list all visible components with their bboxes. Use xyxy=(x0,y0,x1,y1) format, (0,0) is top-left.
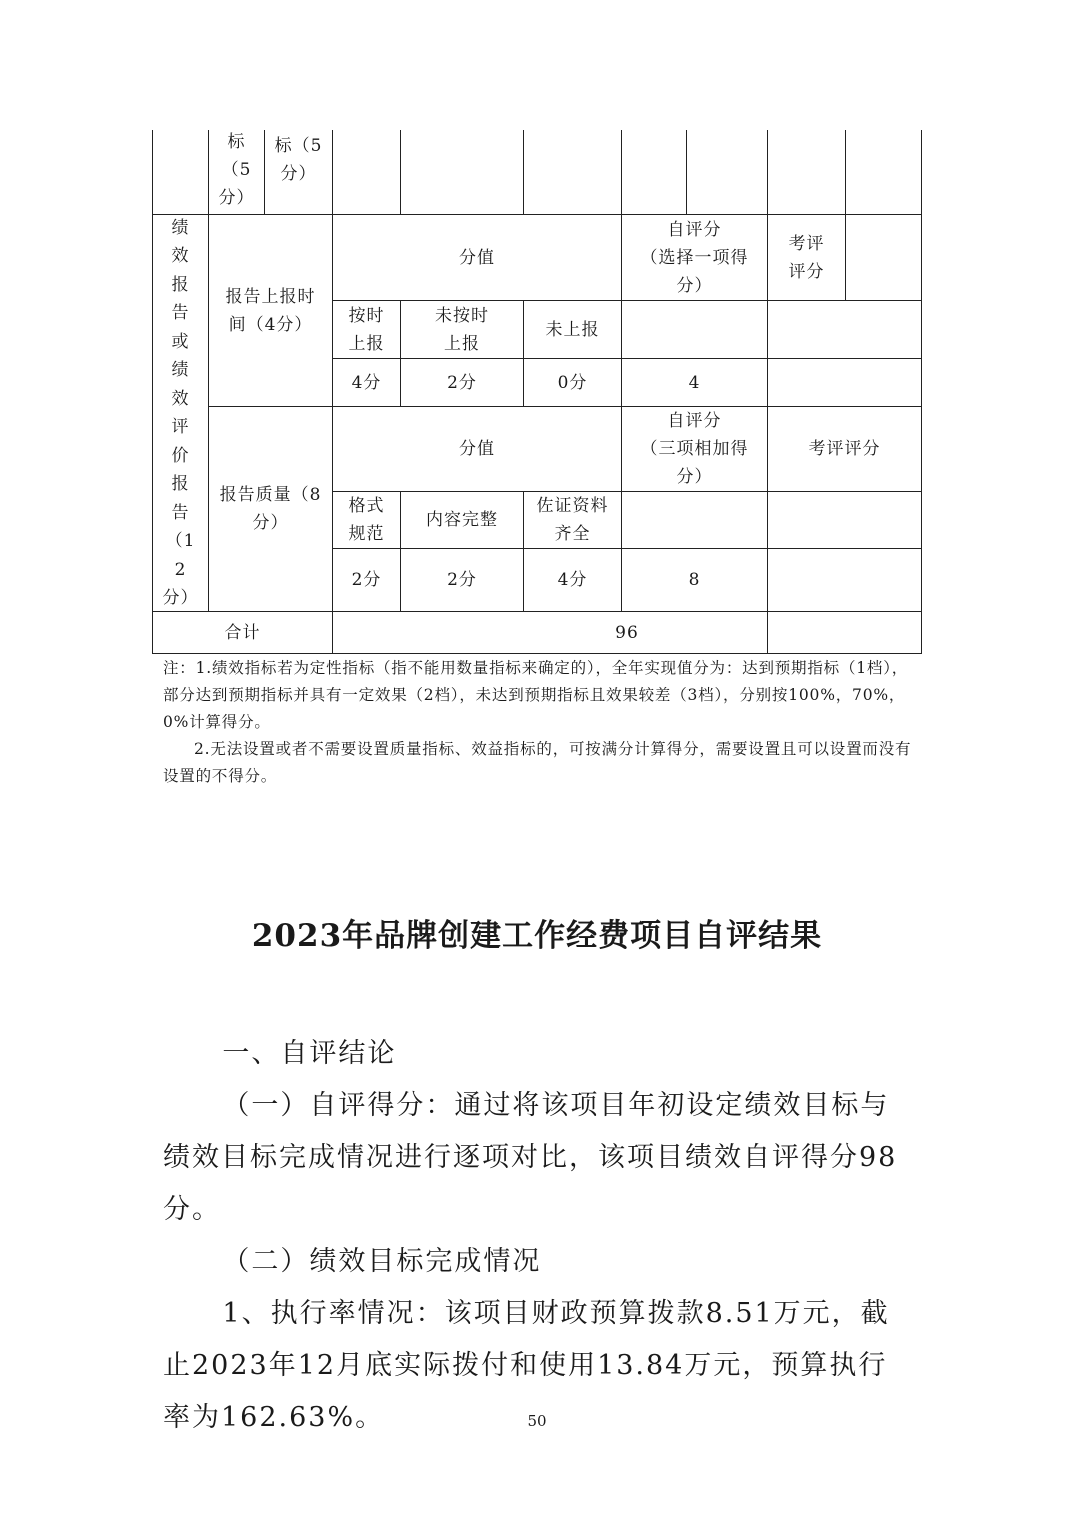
page-number: 50 xyxy=(527,1412,547,1430)
timeliness-label: 报告上报时 间（4分） xyxy=(225,286,316,335)
paragraph-heading: （二）绩效目标完成情况 xyxy=(222,1246,542,1277)
section-title: 2023年品牌创建工作经费项目自评结果 xyxy=(251,918,823,954)
quality-points: 2分 xyxy=(351,570,382,590)
quality-points: 2分 xyxy=(447,570,477,590)
table-rule xyxy=(400,130,401,214)
note-2: 2.无法设置或者不需要设置质量指标、效益指标的，可按满分计算得分，需要设置且可以设置而没有设置的不得分。 xyxy=(163,740,912,785)
quality-review-header: 考评评分 xyxy=(808,439,881,459)
timeliness-option: 未按时 上报 xyxy=(435,305,489,354)
timeliness-points: 2分 xyxy=(447,372,477,393)
timeliness-option: 未上报 xyxy=(545,319,600,340)
table-rule xyxy=(845,130,846,300)
table-rule xyxy=(686,130,687,214)
criterion-cell: 标（5 分） xyxy=(274,136,323,184)
timeliness-value-header: 分值 xyxy=(459,247,495,268)
quality-self-score: 8 xyxy=(688,570,701,590)
score-table xyxy=(152,130,922,654)
body-text xyxy=(163,1028,915,1444)
table-rule xyxy=(767,130,768,654)
total-label: 合计 xyxy=(224,622,261,643)
paragraph-heading: 一、自评结论 xyxy=(222,1038,397,1069)
paragraph: （一）自评得分：通过将该项目年初设定绩效目标与绩效目标完成情况进行逐项对比，该项目绩效自评得分98分。 xyxy=(163,1090,898,1225)
quality-option: 格式 规范 xyxy=(348,496,385,544)
quality-self-score-header: 自评分 （三项相加得 分） xyxy=(640,411,749,487)
timeliness-points: 0分 xyxy=(557,372,588,393)
quality-option: 佐证资料 齐全 xyxy=(536,496,609,544)
timeliness-self-score-header: 自评分 （选择一项得 分） xyxy=(640,219,749,296)
timeliness-points: 4分 xyxy=(351,372,382,393)
quality-value-header: 分值 xyxy=(459,439,495,459)
note-1: 注：1.绩效指标若为定性指标（指不能用数量指标来确定的），全年实现值分为：达到预期指标（1档），部分达到预期指标并具有一定效果（2档），未达到预期指标且效果较差（3档），分别按100%，70%，0%计算得分。 xyxy=(163,659,909,731)
quality-points: 4分 xyxy=(557,570,588,590)
table-rule xyxy=(921,130,922,654)
timeliness-review-header: 考评 评分 xyxy=(788,233,825,282)
quality-option: 内容完整 xyxy=(426,510,498,530)
table-rule xyxy=(152,653,922,654)
timeliness-self-score: 4 xyxy=(688,372,701,393)
paragraph: 1、执行率情况：该项目财政预算拨款8.51万元，截止2023年12月底实际拨付和使用13.84万元，预算执行率为162.63%。 xyxy=(163,1298,890,1433)
table-rule xyxy=(523,130,524,214)
table-notes xyxy=(163,655,915,790)
quality-label: 报告质量（8 分） xyxy=(219,485,322,533)
criterion-cell: 标 （5 分） xyxy=(218,132,255,208)
report-section-label: 绩 效 报 告 或 绩 效 评 价 报 告 （1 2 分） xyxy=(162,217,199,608)
total-value: 96 xyxy=(615,622,639,643)
timeliness-option: 按时 上报 xyxy=(348,305,385,354)
